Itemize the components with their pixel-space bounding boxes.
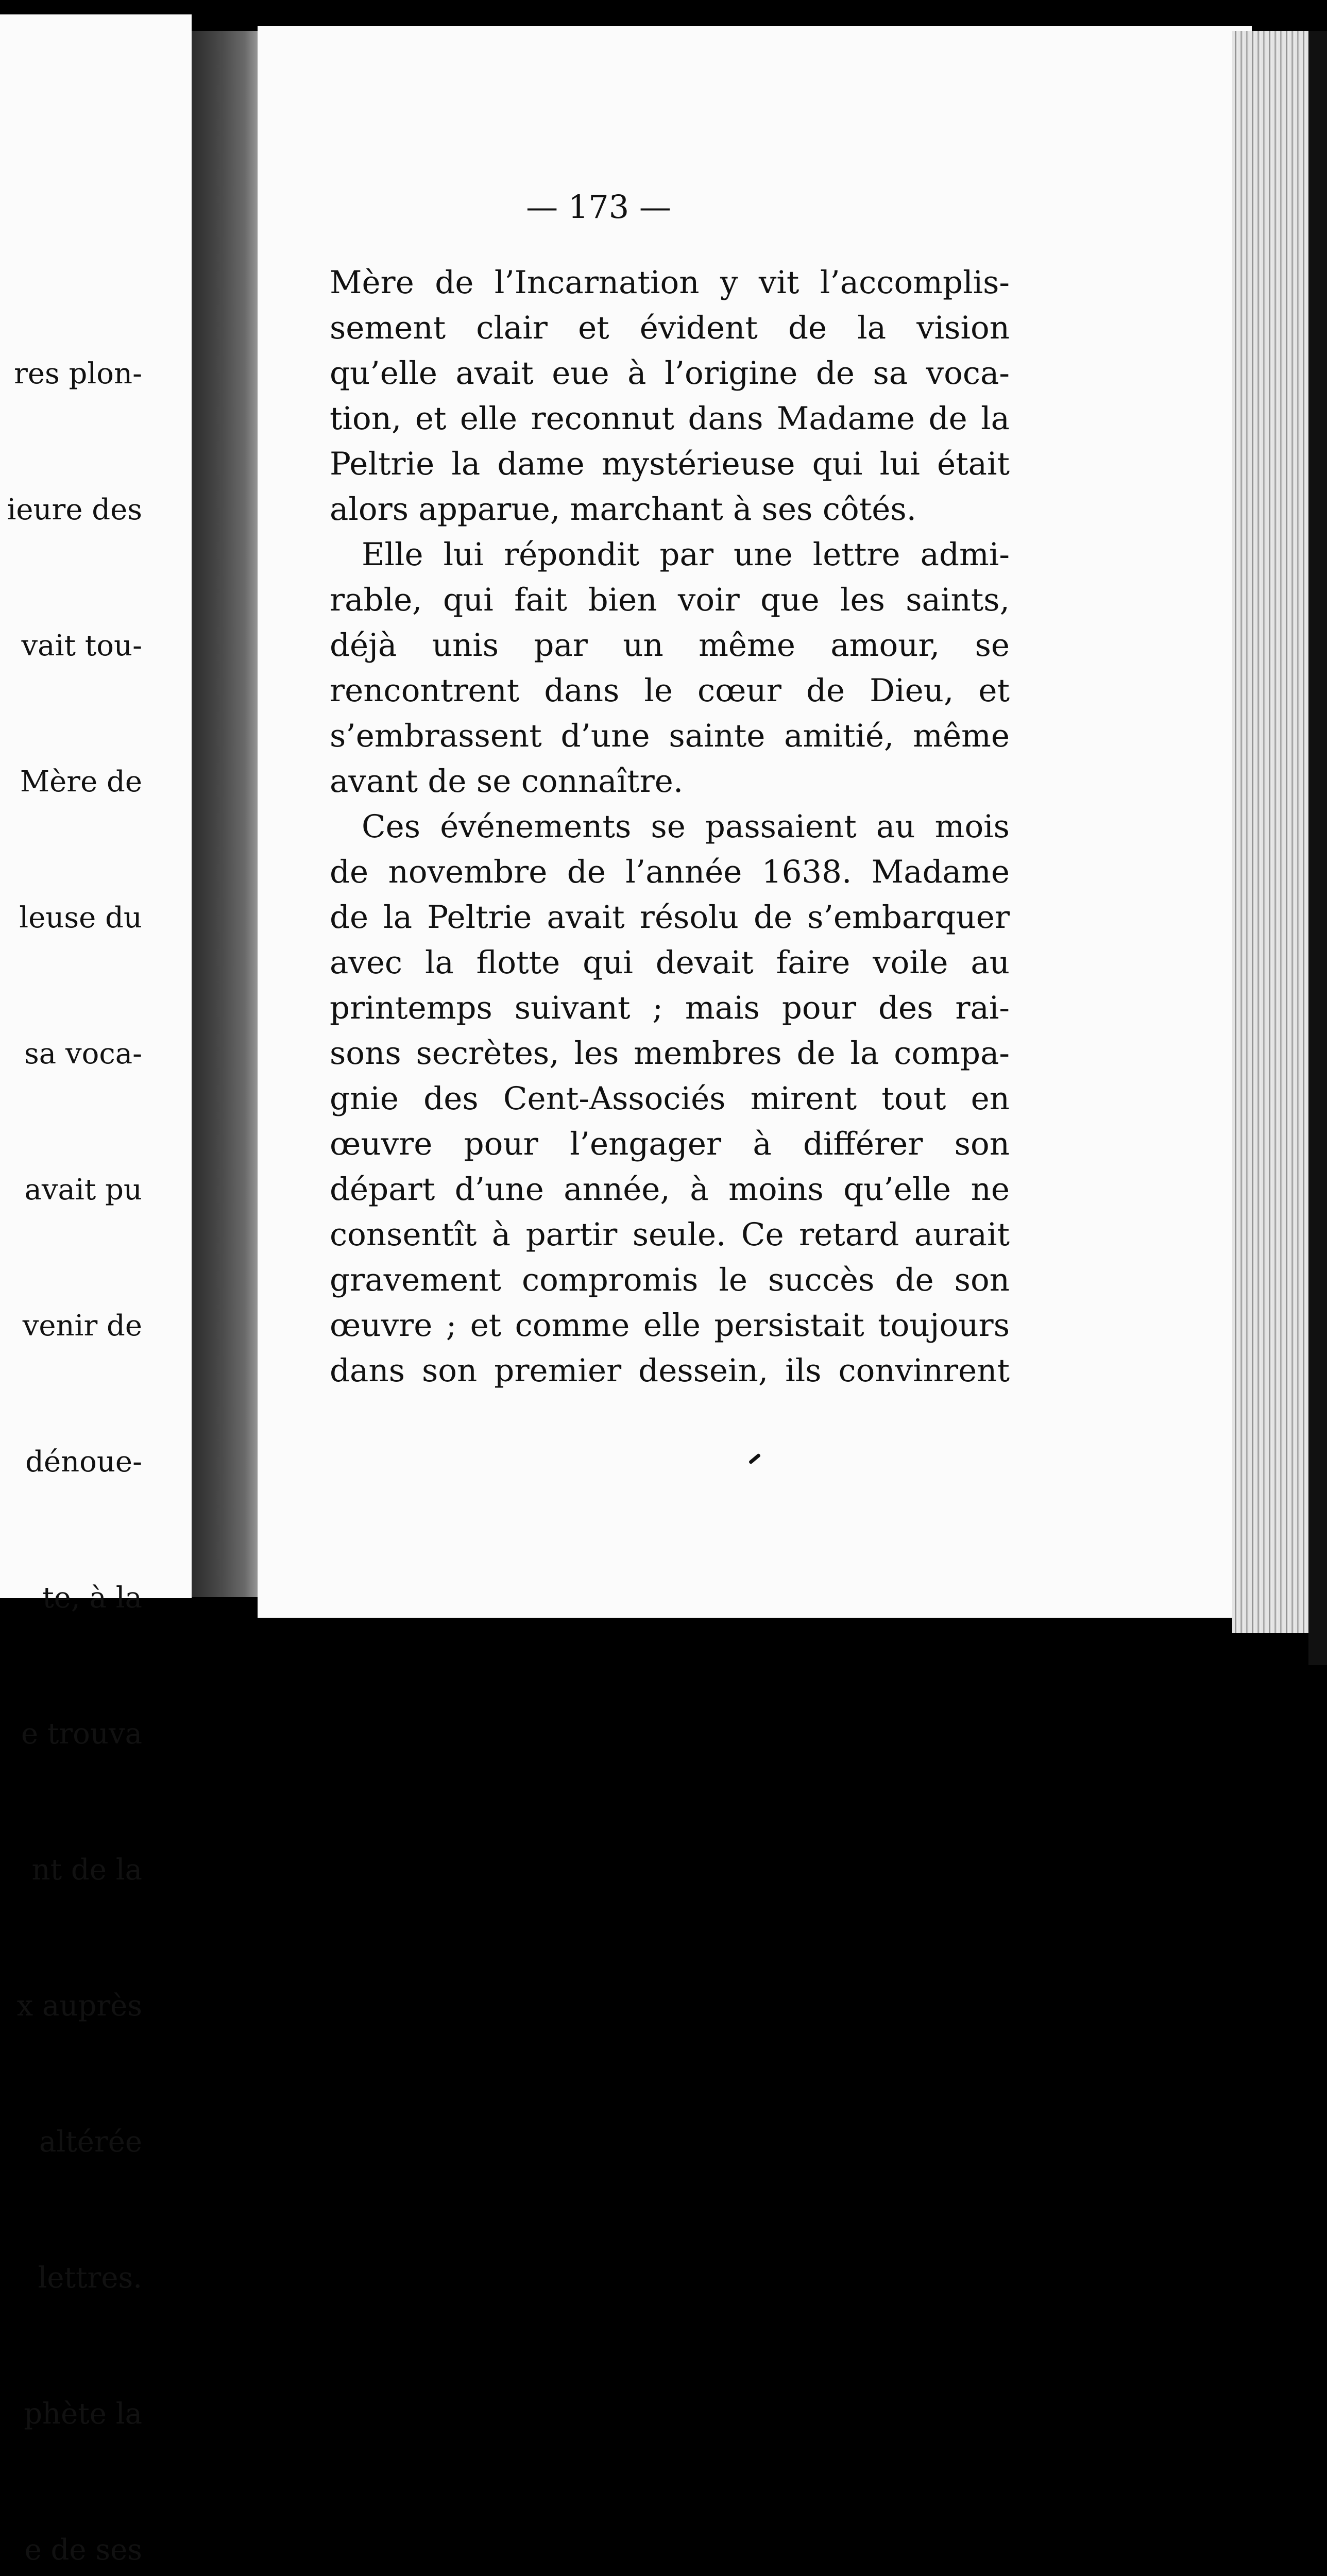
text-line: gravement compromis le succès de son (330, 1262, 1010, 1298)
text-line: rencontrent dans le cœur de Dieu, et (330, 672, 1010, 709)
text-line: Ces événements se passaient au mois (362, 808, 1010, 845)
text-line: dans son premier dessein, ils convinrent (330, 1352, 1010, 1389)
text-line: avec la flotte qui devait faire voile au (330, 944, 1010, 981)
left-line: venir de (22, 1309, 142, 1343)
left-line: vait tou- (21, 629, 142, 663)
left-line: e de ses (24, 2533, 142, 2567)
book-gutter-shadow (192, 31, 268, 1597)
text-line: sement clair et évident de la vision (330, 310, 1010, 346)
left-page (0, 14, 192, 2567)
left-line: te, à la (42, 1581, 142, 1615)
left-line: ieure des (7, 493, 142, 527)
text-line: avant de se connaître. (330, 763, 684, 800)
text-line: œuvre pour l’engager à différer son (330, 1126, 1010, 1162)
text-line: de novembre de l’année 1638. Madame (330, 854, 1010, 890)
text-line: Elle lui répondit par une lettre admi- (362, 536, 1010, 573)
left-line: dénoue- (25, 1445, 142, 1479)
text-line: Mère de l’Incarnation y vit l’accomplis- (330, 264, 1010, 301)
text-line: œuvre ; et comme elle persistait toujours (330, 1307, 1010, 1344)
right-page-text (330, 260, 1010, 1394)
left-line: Mère de (20, 765, 142, 799)
left-page-text (7, 261, 142, 2576)
left-line: phète la (24, 2397, 142, 2431)
text-line: départ d’une année, à moins qu’elle ne (330, 1171, 1010, 1208)
left-line: x auprès (16, 1989, 142, 2023)
text-line: consentît à partir seule. Ce retard aurait (330, 1216, 1010, 1253)
left-line: sa voca- (24, 1037, 142, 1071)
text-line: sons secrètes, les membres de la compa- (330, 1035, 1010, 1072)
scan-border (1308, 31, 1327, 1665)
left-line: lettres. (38, 2261, 142, 2295)
page-number: — 173 — (526, 188, 671, 226)
left-line: nt de la (31, 1853, 142, 1887)
text-line: rable, qui fait bien voir que les saints, (330, 582, 1010, 618)
text-line: gnie des Cent-Associés mirent tout en (330, 1080, 1010, 1117)
left-line: altérée (39, 2125, 142, 2159)
left-line: avait pu (24, 1173, 142, 1207)
text-line: déjà unis par un même amour, se (330, 627, 1010, 664)
text-line: qu’elle avait eue à l’origine de sa voca- (330, 355, 1010, 392)
text-line: tion, et elle reconnut dans Madame de la (330, 400, 1010, 437)
text-line: de la Peltrie avait résolu de s’embarquer (330, 899, 1010, 936)
left-line: res plon- (14, 357, 142, 391)
text-line: s’embrassent d’une sainte amitié, même (330, 718, 1010, 754)
text-line: alors apparue, marchant à ses côtés. (330, 491, 917, 528)
left-line: e trouva (21, 1717, 142, 1751)
left-line: leuse du (19, 901, 142, 935)
text-line: Peltrie la dame mystérieuse qui lui était (330, 446, 1010, 482)
text-line: printemps suivant ; mais pour des rai- (330, 990, 1010, 1026)
